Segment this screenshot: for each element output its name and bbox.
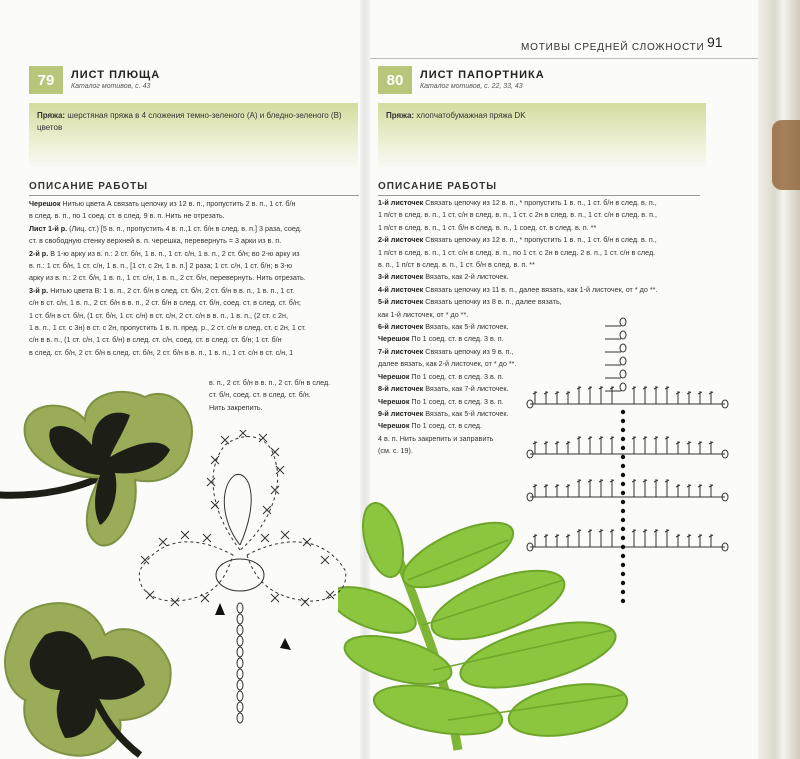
instruction-line: в. п., 2 ст. б/н в в. п., 2 ст. б/н в след. xyxy=(209,378,331,387)
instruction-line: ст. б/н, соед. ст. в след. ст. б/н. xyxy=(209,390,311,400)
instruction-step-label: 3-й листочек xyxy=(378,272,424,282)
yarn-label: Пряжа: xyxy=(37,111,66,120)
motif-header-left xyxy=(29,66,160,94)
instruction-text: По 1 соед. ст. в след. xyxy=(409,421,482,431)
instruction-text: 1 в. п., 1 ст. с 3н) в ст. с 2н, пропустить 1 в. п. пред. р., 2 ст. с/н в след. ст. с 2н, 1 ст. xyxy=(29,323,306,333)
instruction-text: Нитью цвета В: 1 в. п., 2 ст. б/н в след. ст. б/н, 2 ст. б/н в в. п., 1 в. п., 1 ст. xyxy=(48,285,295,295)
instruction-text: далее вязать, как 2-й листочек, от * до **. xyxy=(378,359,517,369)
instruction-line xyxy=(29,297,359,309)
instruction-line xyxy=(378,284,708,296)
page-number: 91 xyxy=(707,34,723,50)
header-rule xyxy=(370,58,758,59)
instruction-text: По 1 соед. ст. в след. 3 в. п. xyxy=(409,371,504,381)
instruction-line xyxy=(29,347,359,359)
motif-title-wrap xyxy=(412,66,545,94)
instruction-line xyxy=(29,334,359,346)
instruction-step-label: Черешок xyxy=(378,396,410,406)
yarn-box-right xyxy=(378,103,706,171)
page-edge xyxy=(758,0,800,759)
instruction-line xyxy=(29,235,359,247)
instruction-text: в. п.: 1 ст. б/н, 1 ст. с/н, 1 в. п., [1 ст. с 2н, 1 в. п.] 2 раза; 1 ст. с/н, 1 ст. б/н; в 3-ю xyxy=(29,261,293,271)
instruction-step-label: Черешок xyxy=(378,421,410,431)
instruction-text: 1 п/ст в след. в. п., 1 ст. с/н в след. в. п., 1 ст. с 2н в след. в. п., 1 ст. с/н в след. в. п., xyxy=(378,210,657,220)
instruction-text: Нитью цвета А связать цепочку из 12 в. п., пропустить 2 в. п., 1 ст. б/н xyxy=(60,199,296,208)
yarn-text: хлопчатобумажная пряжа DK xyxy=(416,111,526,120)
instruction-step-label: 8-й листочек xyxy=(378,384,424,394)
instruction-text: Связать цепочку из 11 в. п., далее вязать, как 1-й листочек, от * до **. xyxy=(423,284,658,294)
instruction-step-label: 2-й листочек xyxy=(378,235,424,245)
instruction-step-label: 2-й р. xyxy=(29,248,49,258)
work-description-heading: ОПИСАНИЕ РАБОТЫ xyxy=(29,181,149,192)
instruction-text: 1 п/ст в след. в. п., 1 ст. с/н в след. в. п., по 1 ст. с 2н в след. 2 в. п., 1 ст. с/н в след. xyxy=(378,247,656,257)
instruction-line xyxy=(378,271,708,283)
section-header: МОТИВЫ СРЕДНЕЙ СЛОЖНОСТИ xyxy=(521,42,705,53)
instruction-text: 1 п/ст в след. в. п., 1 ст. б/н в след. в. п., 1 соед. ст. в след. в. п. ** xyxy=(378,222,597,232)
instruction-line xyxy=(29,210,359,222)
instruction-text: По 1 соед. ст. в след. 3 в. п. xyxy=(409,334,504,344)
instruction-text: (см. с. 19). xyxy=(378,446,413,456)
instruction-text: в. п., 1 п/ст в след. в. п., 1 ст. б/н в след. в. п. ** xyxy=(378,260,535,270)
yarn-box-left xyxy=(29,103,358,171)
instruction-step-label: 7-й листочек xyxy=(378,346,424,356)
work-description-heading: ОПИСАНИЕ РАБОТЫ xyxy=(378,181,498,192)
instruction-step-label: Черешок xyxy=(378,334,410,344)
instruction-text: в след. в. п., по 1 соед. ст. в след. 9 в. п. Нить не отрезать. xyxy=(29,211,225,221)
catalog-reference: Каталог мотивов, с. 22, 33, 43 xyxy=(420,83,523,90)
instruction-text: Связать цепочку из 12 в. п., * пропустить 1 в. п., 1 ст. б/н в след. в. п., xyxy=(423,235,657,245)
instruction-line xyxy=(378,197,708,209)
instruction-text: 1 ст. б/н в ст. б/н, (1 ст. б/н, 1 ст. с/н) в ст. с/н, 2 ст. с/н в в. п., 1 в. п., (2 ст. с 2н, xyxy=(29,310,289,320)
instruction-text: Связать цепочку из 8 в. п., далее вязать, xyxy=(423,297,562,307)
instruction-text: с/н в ст. с/н, 1 в. п., 2 ст. б/н в в. п., 2 ст. б/н в след. ст. б/н, соед. ст. в след. ст. б/н; xyxy=(29,298,301,308)
instruction-line xyxy=(378,296,708,308)
instruction-text: 4 в. п. Нить закрепить и заправить xyxy=(378,433,494,443)
motif-number-badge: 80 xyxy=(378,66,412,94)
instruction-line xyxy=(29,322,359,334)
instruction-line xyxy=(29,198,359,210)
instruction-text: По 1 соед. ст. в след. 3 в. п. xyxy=(409,396,504,406)
instruction-step-label: 1-й листочек xyxy=(378,198,424,207)
instruction-text: Вязать, как 5-й листочек. xyxy=(423,322,509,332)
instruction-text: Связать цепочку из 12 в. п., * пропустить 1 в. п., 1 ст. б/н в след. в. п., xyxy=(423,198,657,207)
instruction-text: как 1-й листочек, от * до **. xyxy=(378,309,469,319)
yarn-text: шерстяная пряжа в 4 сложения темно-зеленого (А) и бледно-зеленого (В) цветов xyxy=(37,111,342,132)
heading-rule xyxy=(378,195,700,196)
motif-title: ЛИСТ ПАПОРТНИКА xyxy=(420,69,545,81)
instruction-step-label: Черешок xyxy=(378,371,410,381)
instruction-step-label: 5-й листочек xyxy=(378,297,424,307)
instruction-step-label: 3-й р. xyxy=(29,285,49,295)
instruction-text: арку из в. п.: 2 ст. б/н, 1 в. п., 1 ст. с/н, 1 в. п., 2 ст. б/н, перевернуть. Нить отрезать. xyxy=(29,273,306,283)
instruction-text: (Лиц. ст.) [5 в. п., пропустить 4 в. п.,1 ст. б/н в след. в. п.] 3 раза, соед. xyxy=(67,223,302,233)
instruction-line xyxy=(29,285,359,297)
instruction-text: в след. ст. б/н, 2 ст. б/н в след. ст. б/н, 2 ст. б/н в в. п., 1 в. п., 1 ст. с/н в ст. с/н, 1 xyxy=(29,347,294,357)
instruction-line xyxy=(29,223,359,235)
motif-number-badge: 79 xyxy=(29,66,63,94)
instruction-text: Вязать, как 7-й листочек. xyxy=(423,384,509,394)
page-edge-decoration xyxy=(772,120,800,190)
instruction-line xyxy=(29,272,359,284)
heading-rule xyxy=(29,195,359,196)
instruction-line xyxy=(378,209,708,221)
instructions-left xyxy=(29,198,359,359)
instruction-line xyxy=(29,260,359,272)
instruction-text: Вязать, как 5-й листочек. xyxy=(423,408,509,418)
instructions-left-tail xyxy=(209,377,369,414)
instruction-line xyxy=(378,222,708,234)
instruction-text: Вязать, как 2-й листочек. xyxy=(423,272,509,282)
instruction-step-label: 4-й листочек xyxy=(378,284,424,294)
fern-crochet-chart xyxy=(515,312,740,607)
motif-title-wrap xyxy=(63,66,160,94)
instruction-step-label: Лист 1-й р. xyxy=(29,223,68,233)
instruction-line xyxy=(378,259,708,271)
instruction-line: Нить закрепить. xyxy=(209,402,263,412)
motif-header-right xyxy=(378,66,545,94)
instruction-text: Связать цепочку из 9 в. п., xyxy=(423,346,514,356)
instruction-text: ст. в свободную стенку верхней в. п. черешка, перевернуть = 3 арки из в. п. xyxy=(29,236,282,246)
instruction-step-label: Черешок xyxy=(29,199,61,208)
motif-title: ЛИСТ ПЛЮЩА xyxy=(71,69,161,81)
instruction-text: В 1-ю арку из в. п.: 2 ст. б/н, 1 в. п., 1 ст. с/н, 1 в. п., 2 ст. б/н; во 2-ю арку из xyxy=(48,248,300,258)
instruction-line xyxy=(378,234,708,246)
instruction-text: с/н в в. п., (1 ст. с/н, 1 ст. б/н) в след. ст. с/н, соед. ст. в след. ст. б/н; 1 ст. б/н xyxy=(29,335,282,345)
ivy-crochet-chart xyxy=(125,430,365,740)
instruction-step-label: 6-й листочек xyxy=(378,322,424,332)
catalog-reference: Каталог мотивов, с. 43 xyxy=(71,83,151,90)
instruction-line xyxy=(378,247,708,259)
instruction-line xyxy=(29,310,359,322)
instruction-line xyxy=(29,248,359,260)
yarn-label: Пряжа: xyxy=(386,111,415,120)
instruction-step-label: 9-й листочек xyxy=(378,408,424,418)
